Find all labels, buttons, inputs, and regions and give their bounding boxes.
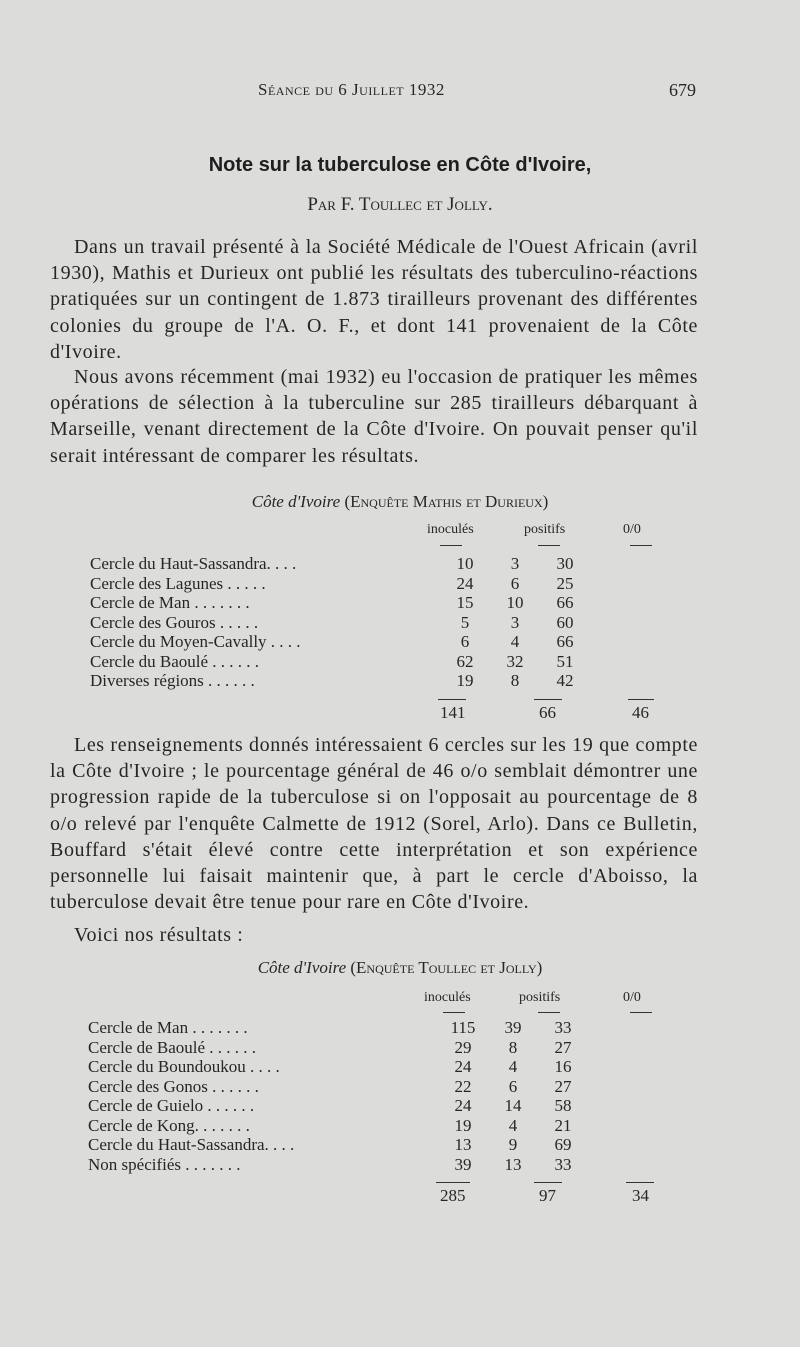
row-label: Cercle du Boundoukou . . . . [88, 1057, 280, 1076]
article-authors: Par F. Toullec et Jolly. [307, 194, 493, 215]
table2-col-pct: 0/0 [623, 990, 641, 1005]
row-inoculated: 39 [454, 1154, 472, 1174]
page-header [0, 80, 800, 106]
row-label: Cercle de Man . . . . . . . [90, 593, 250, 612]
table1-caption [0, 492, 800, 512]
row-inoculated: 19 [454, 1115, 472, 1135]
row-positive: 4 [508, 1115, 518, 1135]
table1-dash-pct [630, 545, 652, 546]
table2 [88, 1018, 588, 1174]
table-row [90, 554, 590, 574]
row-percent: 27 [554, 1076, 572, 1096]
row-positive: 13 [504, 1154, 522, 1174]
row-positive: 39 [504, 1018, 522, 1037]
row-inoculated: 24 [454, 1096, 472, 1115]
table1-caption-place: Côte d'Ivoire [251, 492, 341, 511]
row-positive: 8 [508, 1037, 518, 1057]
table-row [88, 1077, 588, 1097]
row-label: Cercle des Gonos . . . . . . [88, 1076, 259, 1096]
table1-total-inoc: 141 [440, 703, 466, 722]
table-row [88, 1096, 588, 1116]
table2-dash-pos [538, 1012, 560, 1013]
row-inoculated: 29 [454, 1037, 472, 1057]
row-percent: 58 [554, 1096, 572, 1115]
table-row [88, 1155, 588, 1175]
table1-col-pct: 0/0 [623, 522, 641, 537]
table-row [90, 574, 590, 594]
row-positive: 4 [508, 1057, 518, 1076]
row-percent: 33 [554, 1018, 572, 1037]
row-percent: 16 [554, 1057, 572, 1076]
table1 [90, 554, 590, 691]
row-positive: 6 [510, 573, 520, 593]
row-inoculated: 24 [454, 1057, 472, 1076]
paragraph-2: Nous avons récemment (mai 1932) eu l'occasion de pratiquer les mêmes opérations de sélection à la tuberculine sur 285 tirailleurs débarquant à Marseille, venant directement de la Côte d'Ivoire. On pouvait penser qu'il serait intéressant de comparer les résultats. [50, 366, 698, 467]
table-row [88, 1057, 588, 1077]
row-percent: 51 [556, 651, 574, 671]
row-percent: 42 [556, 671, 574, 690]
row-percent: 33 [554, 1154, 572, 1174]
table1-sum-rule-inoc [438, 699, 466, 700]
row-inoculated: 15 [456, 593, 474, 612]
row-label: Cercle de Kong. . . . . . . [88, 1115, 250, 1135]
row-percent: 30 [556, 554, 574, 573]
running-head: Séance du 6 Juillet 1932 [258, 80, 445, 99]
row-inoculated: 6 [460, 632, 470, 651]
table1-dash-inoc [440, 545, 462, 546]
row-positive: 14 [504, 1096, 522, 1115]
row-label: Non spécifiés . . . . . . . [88, 1154, 241, 1174]
row-positive: 6 [508, 1076, 518, 1096]
table-row [90, 593, 590, 613]
row-inoculated: 19 [456, 671, 474, 690]
row-label: Cercle de Baoulé . . . . . . [88, 1037, 257, 1057]
row-inoculated: 62 [456, 651, 474, 671]
table2-total-pos: 97 [539, 1186, 556, 1205]
table2-sum-rule-pos [534, 1182, 562, 1183]
table-row [90, 632, 590, 652]
table2-caption [0, 958, 800, 978]
row-inoculated: 5 [460, 612, 470, 632]
table2-sum-rule-pct [626, 1182, 654, 1183]
row-label: Cercle de Guielo . . . . . . [88, 1096, 255, 1115]
table-row [88, 1135, 588, 1155]
row-percent: 69 [554, 1135, 572, 1154]
page-number: 679 [669, 80, 696, 100]
row-label: Diverses régions . . . . . . [90, 671, 255, 690]
row-inoculated: 13 [454, 1135, 472, 1154]
row-positive: 32 [506, 651, 524, 671]
row-positive: 4 [510, 632, 520, 651]
table1-sum-rule-pct [628, 699, 654, 700]
table1-caption-rest: (Enquête Mathis et Durieux) [344, 492, 549, 511]
row-percent: 66 [556, 593, 574, 612]
row-inoculated: 22 [454, 1076, 472, 1096]
row-percent: 25 [556, 573, 574, 593]
row-inoculated: 24 [456, 573, 474, 593]
table2-sum-rule-inoc [436, 1182, 470, 1183]
paragraph-3: Les renseignements donnés intéressaient 6 cercles sur les 19 que compte la Côte d'Ivoire ; le pourcentage général de 46 o/o semblait démontrer une progression rapide de la tuberculose si on l'opposait au pourcentage de 8 o/o relevé par l'enquête Calmette de 1912 (Sorel, Arlo). Dans ce Bulletin, Bouffard s'était élevé contre cette interprétation et son expérience personnelle lui faisait maintenir que, à part le cercle d'Aboisso, la tuberculose devait être tenue pour rare en Côte d'Ivoire. [50, 734, 698, 914]
table-row [88, 1038, 588, 1058]
table-row [88, 1018, 588, 1038]
paragraph-1: Dans un travail présenté à la Société Médicale de l'Ouest Africain (avril 1930), Mathis et Durieux ont publié les résultats des tuberculino-réactions pratiquées sur un contingent de 1.873 tirailleurs provenant des différentes colonies du groupe de l'A. O. F., et dont 141 provenaient de la Côte d'Ivoire. [50, 236, 698, 363]
row-positive: 3 [510, 612, 520, 632]
row-percent: 27 [554, 1037, 572, 1057]
row-label: Cercle du Baoulé . . . . . . [90, 651, 260, 671]
row-label: Cercle des Lagunes . . . . . [90, 573, 266, 593]
row-positive: 10 [506, 593, 524, 612]
table1-col-pos: positifs [524, 522, 566, 537]
row-label: Cercle de Man . . . . . . . [88, 1018, 248, 1037]
table-row [88, 1116, 588, 1136]
article-title: Note sur la tuberculose en Côte d'Ivoire, [208, 154, 592, 176]
row-positive: 9 [508, 1135, 518, 1154]
table2-total-pct: 34 [632, 1186, 649, 1205]
row-label: Cercle du Haut-Sassandra. . . . [88, 1135, 295, 1154]
row-label: Cercle du Moyen-Cavally . . . . [90, 632, 301, 651]
row-positive: 8 [510, 671, 520, 690]
table2-caption-place: Côte d'Ivoire [257, 958, 347, 977]
table2-dash-pct [630, 1012, 652, 1013]
row-inoculated: 115 [450, 1018, 476, 1037]
row-label: Cercle du Haut-Sassandra. . . . [90, 554, 297, 573]
table-row [90, 652, 590, 672]
table2-dash-inoc [443, 1012, 465, 1013]
table-row [90, 671, 590, 691]
table-row [90, 613, 590, 633]
table2-caption-rest: (Enquête Toullec et Jolly) [350, 958, 543, 977]
paragraph-4: Voici nos résultats : [74, 924, 244, 946]
table2-col-pos: positifs [519, 990, 561, 1005]
table2-col-inoc: inoculés [424, 990, 471, 1005]
row-positive: 3 [510, 554, 520, 573]
row-percent: 21 [554, 1115, 572, 1135]
row-inoculated: 10 [456, 554, 474, 573]
table1-total-pos: 66 [539, 703, 556, 722]
table1-dash-pos [538, 545, 560, 546]
table1-col-inoc: inoculés [427, 522, 474, 537]
table2-total-inoc: 285 [440, 1186, 466, 1205]
row-percent: 60 [556, 612, 574, 632]
table1-total-pct: 46 [632, 703, 649, 722]
row-percent: 66 [556, 632, 574, 651]
table1-sum-rule-pos [534, 699, 562, 700]
row-label: Cercle des Gouros . . . . . [90, 612, 259, 632]
